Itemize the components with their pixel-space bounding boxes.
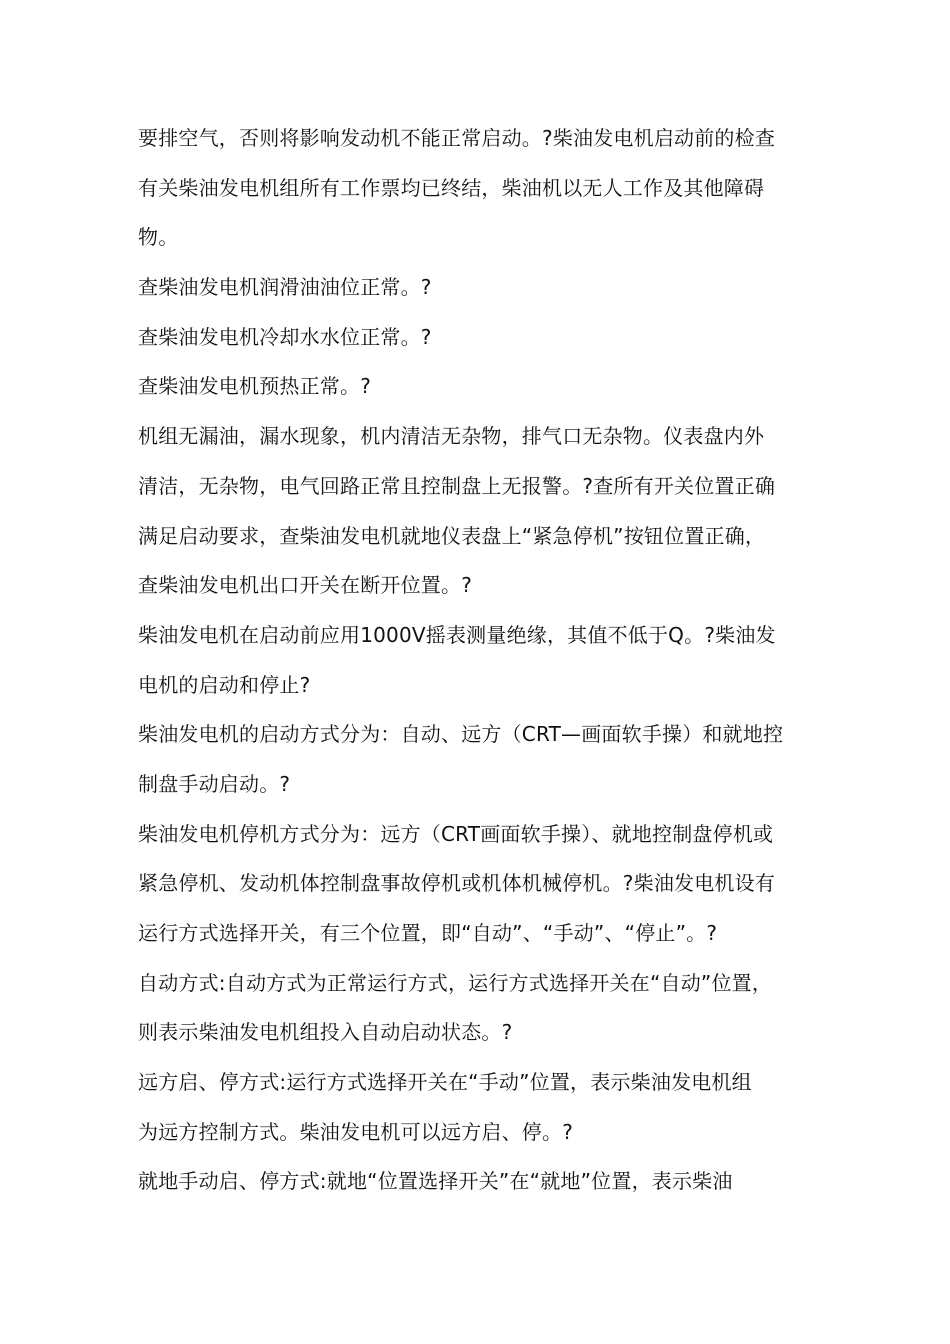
text-line: 清洁，无杂物，电气回路正常且控制盘上无报警。?查所有开关位置正确 [138,473,776,498]
text-line: 柴油发电机的启动方式分为：自动、远方（CRT—画面软手操）和就地控 [138,722,784,747]
text-line: 柴油发电机在启动前应用1000V摇表测量绝缘，其值不低于Q。?柴油发 [138,622,776,647]
text-line: 查柴油发电机出口开关在断开位置。? [138,573,473,598]
text-line: 为远方控制方式。柴油发电机可以远方启、停。? [138,1119,574,1144]
text-line: 则表示柴油发电机组投入自动启动状态。? [138,1020,513,1045]
text-line: 机组无漏油，漏水现象，机内清洁无杂物，排气口无杂物。仪表盘内外 [138,424,765,449]
document-body [138,114,828,1207]
text-line: 要排空气，否则将影响发动机不能正常启动。?柴油发电机启动前的检查 [138,126,776,150]
text-line: 柴油发电机停机方式分为：远方（CRT画面软手操）、就地控制盘停机或 [138,821,774,846]
text-line: 制盘手动启动。? [138,771,291,796]
text-line: 就地手动启、停方式:就地“位置选择开关”在“就地”位置，表示柴油 [138,1169,733,1194]
text-line: 查柴油发电机冷却水水位正常。? [138,324,432,349]
text-line: 远方启、停方式:运行方式选择开关在“手动”位置，表示柴油发电机组 [138,1070,752,1095]
text-line: 有关柴油发电机组所有工作票均已终结，柴油机以无人工作及其他障碍 [138,175,765,200]
text-line: 查柴油发电机润滑油油位正常。? [138,275,432,300]
text-line: 紧急停机、发动机体控制盘事故停机或机体机械停机。?柴油发电机设有 [138,871,776,896]
text-line: 电机的启动和停止? [138,672,311,697]
text-line: 运行方式选择开关，有三个位置，即“自动”、“手动”、“停止”。? [138,921,718,945]
text-line: 查柴油发电机预热正常。? [138,374,372,399]
text-line: 自动方式:自动方式为正常运行方式，运行方式选择开关在“自动”位置， [138,970,773,995]
text-line: 满足启动要求，查柴油发电机就地仪表盘上“紧急停机”按钮位置正确， [138,523,766,548]
text-line: 物。 [138,225,179,250]
